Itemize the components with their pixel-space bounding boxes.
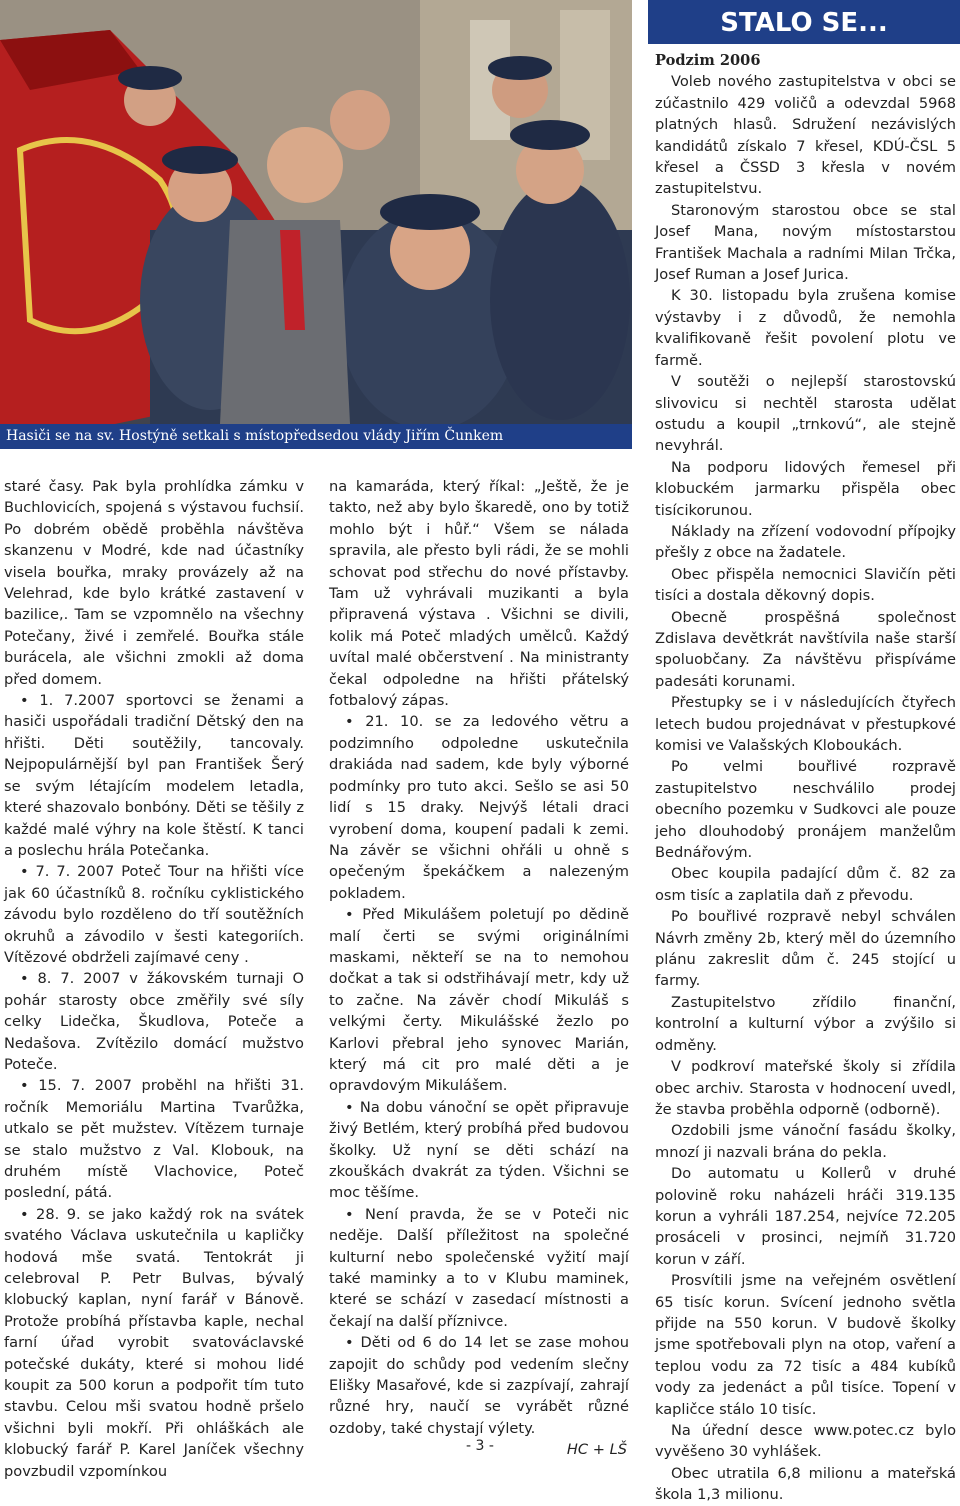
paragraph: • Na dobu vánoční se opět připravuje živý Betlém, který probíhá před budovou školky. Už nyní se děti schází na zkouškách dvakrát za týden. Všichni se moc těšíme. <box>329 1098 629 1202</box>
photo-caption: Hasiči se na sv. Hostýně setkali s místopředsedou vlády Jiřím Čunkem <box>0 424 632 449</box>
paragraph: Ozdobili jsme vánoční fasádu školky, mnozí ji nazvali brána do pekla. <box>655 1122 956 1161</box>
stalo-se-heading: STALO SE... <box>648 0 960 44</box>
paragraph: • Není pravda, že se v Poteči nic neděje. Další příležitost na společné kulturní nebo společenské vyžití mají také maminky a to v Klubu maminek, které se schází v zasedací místnosti a čekají na další příznivce. <box>329 1205 629 1330</box>
photo <box>0 0 632 449</box>
paragraph: Obec přispěla nemocnici Slavičín pěti tisíci a dostala děkovný dopis. <box>655 565 956 605</box>
paragraph: K 30. listopadu byla zrušena komise výstavby i z důvodů, že nemohla kvalifikovaně řešit povolení plotu ve farmě. <box>655 287 956 369</box>
photo-illustration <box>0 0 632 449</box>
paragraph: • 7. 7. 2007 Poteč Tour na hřišti více jak 60 účastníků 8. ročníku cyklistického závodu bylo rozděleno do tří soutěžních okruhů a závodilo v šesti kategoriích. Vítězové obdrželi zajímavé ceny . <box>4 863 304 966</box>
stalo-subheading: Podzim 2006 <box>655 52 761 69</box>
paragraph: V podkroví mateřské školy si zřídila obec archiv. Starosta v hodnocení uvedl, že stavba proběhla odporně (odborně). <box>655 1058 956 1118</box>
paragraph: Prosvítili jsme na veřejném osvětlení 65 tisíc korun. Svícení jednoho světla přijde na 550 korun. V budově školky jsme spotřebovali plyn na otop, vaření a teplou vodu za 72 tisíc a 484 kubíků vody za jedenáct a půl tisíce. Topení v kapličce stálo 10 tisíc. <box>655 1272 956 1418</box>
paragraph: Voleb nového zastupitelstva v obci se zúčastnilo 429 voličů a odevzdal 5968 platných hlasů. Sdružení nezávislých kandidátů získalo 7 křesel, KDÚ-ČSL 5 křesel a ČSSD 3 křesla v novém zastupitelstvu. <box>655 73 956 198</box>
article-column-1 <box>4 476 304 1482</box>
paragraph: Přestupky se i v následujících čtyřech letech budou projednávat v přestupkové komisi ve Valašských Kloboukách. <box>655 694 956 754</box>
stalo-se-column <box>655 50 956 1506</box>
paragraph: • 1. 7.2007 sportovci se ženami a hasiči uspořádali tradiční Dětský den na hřišti. Děti soutěžily, tancovaly. Nejpopulárnější byl pan František Šerý se svým létajícím modelem letadla, které shazovalo bonbóny. Děti se těšily z každé malé výhry na kole štěstí. K tanci a poslechu hrála Potečanka. <box>4 692 304 859</box>
paragraph: Staronovým starostou obce se stal Josef Mana, novým místostarstou František Machala a radními Milan Trčka, Josef Ruman a Josef Jurica. <box>655 201 956 284</box>
paragraph: • 15. 7. 2007 proběhl na hřišti 31. ročník Memoriálu Martina Tvarůžka, utkalo se pět mužstev. Vítězem turnaje se stalo mužstvo z Val. Klobouk, na druhém místě Vlachovice, Poteč poslední, pátá. <box>4 1077 304 1202</box>
paragraph: Po bouřlivé rozpravě nebyl schválen Návrh změny 2b, který měl do územního plánu zakreslit dům č. 245 stojící u farmy. <box>655 908 956 990</box>
paragraph: Po velmi bouřlivé rozpravě zastupitelstvo neschválilo prodej obecního pozemku v Sudkovci ale pouze jeho dlouhodobý pronájem manželům Bednářovým. <box>655 758 956 862</box>
paragraph: Zastupitelstvo zřídilo finanční, kontrolní a kulturní výbor a zvýšilo si odměny. <box>655 993 956 1054</box>
paragraph: • Děti od 6 do 14 let se zase mohou zapojit do schůdy pod vedením slečny Elišky Masařové, kde si zazpívají, zahrají různé hry, naučí se vyrábět různé ozdoby, také chystají výlety. <box>329 1334 629 1437</box>
paragraph: Obec koupila padající dům č. 82 za osm tisíc a zaplatila daň z převodu. <box>655 865 956 904</box>
author-signature: HC + LŠ <box>566 1441 627 1459</box>
article-column-2 <box>329 476 629 1461</box>
paragraph: • Před Mikulášem poletují po dědině malí čerti se svými originálními maskami, někteří se na to nemohou dočkat a tak si odstřihávají metr, kdy už to začne. Na závěr chodí Mikuláš s velkými čerty. Mikulášské žezlo po Karlovi přebral jeho synovec Marián, který má cit pro malé děti a je opravdovým Mikulášem. <box>329 906 629 1095</box>
paragraph: staré časy. Pak byla prohlídka zámku v Buchlovicích, spojená s výstavou fuchsií. Po dobrém obědě proběhla návštěva skanzenu v Modré, kde nad účastníky visela bouřka, mraky provázely až na Velehrad, kde bylo krátké zastavení v bazilice,. Tam se vzpomnělo na všechny Potečany, živé i zemřelé. Bouřka stále burácela, ale všichni zmokli až doma před domem. <box>4 478 304 688</box>
paragraph: Na úřední desce www.potec.cz bylo vyvěšeno 30 vyhlášek. <box>655 1422 956 1461</box>
paragraph: Obecně prospěšná společnost Zdislava devětkrát navštívila naše starší spoluobčany. Za návštěvu přispíváme padesáti korunami. <box>655 608 956 690</box>
paragraph: Na podporu lidových řemesel při klobuckém jarmarku přispěla obec tisícikorunou. <box>655 458 956 519</box>
paragraph: • 28. 9. se jako každý rok na svátek svatého Václava uskutečnila u kapličky hodová mše svatá. Tentokrát ji celebroval P. Petr Bulvas, bývalý klobucký kaplan, nyní farář v Bánově. Protože probíhá přístavba kaple, nechal farní úřad vyrobit svatováclavské potečské dukáty, které si mohou lidé koupit za 500 korun a podpořit tím tuto stavbu. Celou mši svatou hodně pršelo všichni byli mokří. Při ohláškách ale klobucký farář P. Karel Janíček všechny povzbudil vzpomínkou <box>4 1205 304 1480</box>
paragraph: • 21. 10. se za ledového větru a podzimního odpoledne uskutečnila drakiáda nad sadem, kde byly výborné podmínky pro tuto akci. Sešlo se asi 50 lidí s 15 draky. Nejvýš létali draci vyrobení doma, koupení padali k zemi. Na závěr se všichni ohřáli u ohně s opečeným špekáčkem a nalezeným pokladem. <box>329 713 629 902</box>
paragraph: V soutěži o nejlepší starostovskú slivovicu si nechtěl starosta udělat ostudu a koupil „trnkovú“, ale stejně nevyhrál. <box>655 373 956 455</box>
page-number: - 3 - <box>466 1438 494 1454</box>
paragraph: Obec utratila 6,8 milionu a mateřská škola 1,3 milionu. <box>655 1464 956 1504</box>
paragraph: • 8. 7. 2007 v žákovském turnaji O pohár starosty obce změřily své síly celky Lidečka, Škudlova, Poteče a Nedašova. Zvítězilo domácí mužstvo Poteče. <box>4 970 304 1073</box>
paragraph: Do automatu u Kollerů v druhé polovině roku naházeli hráči 319.135 korun a vyhráli 187.254, nejvíce 72.205 prosáceli v prosinci, nejmíň 31.720 korun v září. <box>655 1165 956 1268</box>
paragraph: Náklady na zřízení vodovodní přípojky přešly z obce na žadatele. <box>655 522 956 562</box>
paragraph: na kamaráda, který říkal: „Ještě, že je takto, než aby bylo škaredě, ono by totiž mohlo být i hůř.“ Všem se nálada spravila, ale přesto byli rádi, že se mohli schovat pod střechu do nové přístavby. Tam už vyhrávali muzikanti a byla připravená výstava . Všichni se divili, kolik má Poteč mladých umělců. Každý uvítal malé občerstvení . Na ministranty čekal odpoledne na hřišti přátelský fotbalový zápas. <box>329 478 629 710</box>
